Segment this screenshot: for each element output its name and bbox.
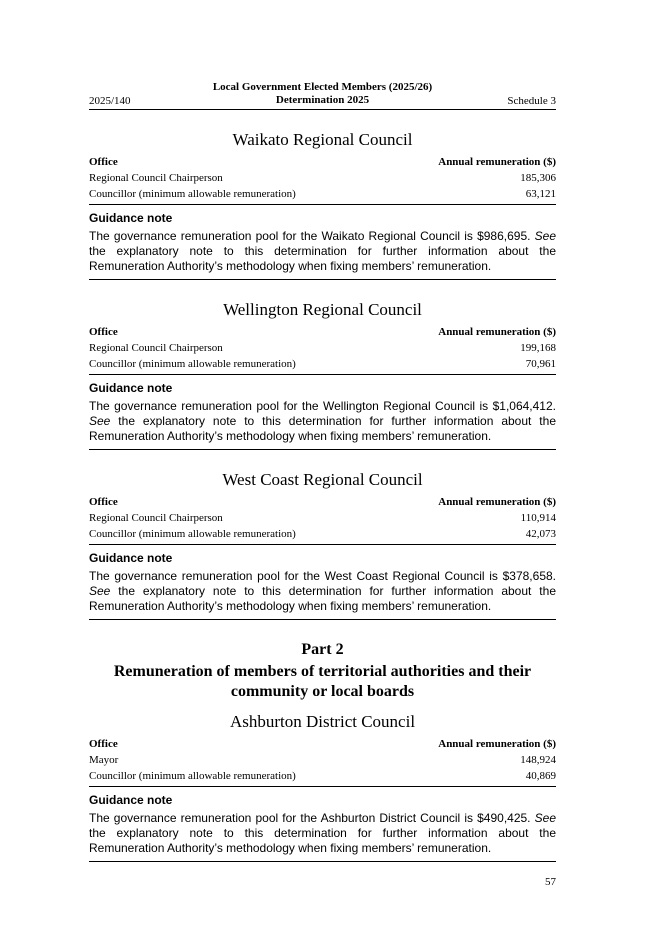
office-cell: Councillor (minimum allowable remuneration)	[89, 358, 296, 370]
remuneration-table	[89, 494, 556, 542]
header-title-line1: Local Government Elected Members (2025/26)	[212, 81, 433, 93]
guidance-heading: Guidance note	[89, 381, 173, 395]
amount-cell: 199,168	[520, 342, 556, 354]
guidance-text-post: the explanatory note to this determination for further information about the Remuneration Authority’s methodology when fixing members’ remuneration.	[89, 584, 556, 613]
office-cell: Councillor (minimum allowable remuneration)	[89, 188, 296, 200]
header-title-line2: Determination 2025	[275, 94, 370, 106]
guidance-see: See	[534, 811, 556, 825]
office-column-header: Office	[89, 496, 118, 508]
guidance-rule	[89, 279, 556, 280]
remuneration-column-header: Annual remuneration ($)	[438, 496, 556, 508]
guidance-heading: Guidance note	[89, 551, 173, 565]
table-rule	[89, 786, 556, 787]
amount-cell: 148,924	[520, 754, 556, 766]
council-title: Ashburton District Council	[229, 712, 416, 731]
amount-cell: 63,121	[525, 188, 556, 200]
table-rule	[89, 544, 556, 545]
guidance-text-post: the explanatory note to this determination for further information about the Remuneration Authority’s methodology when fixing members’ remuneration.	[89, 826, 556, 855]
office-cell: Councillor (minimum allowable remuneration)	[89, 528, 296, 540]
guidance-text	[89, 569, 556, 614]
council-title: West Coast Regional Council	[222, 470, 423, 489]
table-header-row	[89, 736, 556, 752]
table-row	[89, 510, 556, 526]
remuneration-column-header: Annual remuneration ($)	[438, 326, 556, 338]
amount-cell: 110,914	[520, 512, 556, 524]
part-title: Remuneration of members of territorial authorities and their community or local boards	[113, 663, 532, 700]
council-title: Wellington Regional Council	[223, 300, 422, 319]
council-section	[89, 468, 556, 620]
amount-cell: 40,869	[525, 770, 556, 782]
guidance-text-pre: The governance remuneration pool for the Wellington Regional Council is $1,064,412.	[89, 399, 556, 413]
guidance-text	[89, 399, 556, 444]
council-section	[89, 710, 556, 862]
guidance-see: See	[534, 229, 556, 243]
page-number: 57	[545, 876, 556, 888]
table-header-row	[89, 324, 556, 340]
table-header-row	[89, 154, 556, 170]
office-column-header: Office	[89, 326, 118, 338]
table-row	[89, 752, 556, 768]
amount-cell: 42,073	[525, 528, 556, 540]
office-column-header: Office	[89, 738, 118, 750]
guidance-text-pre: The governance remuneration pool for the West Coast Regional Council is $378,658.	[89, 569, 556, 583]
guidance-rule	[89, 861, 556, 862]
table-row	[89, 170, 556, 186]
table-row	[89, 526, 556, 542]
table-header-row	[89, 494, 556, 510]
guidance-see: See	[89, 584, 111, 598]
table-rule	[89, 204, 556, 205]
guidance-rule	[89, 449, 556, 450]
guidance-rule	[89, 619, 556, 620]
office-column-header: Office	[89, 156, 118, 168]
office-cell: Councillor (minimum allowable remuneration)	[89, 770, 296, 782]
header-schedule: Schedule 3	[507, 95, 556, 107]
office-cell: Regional Council Chairperson	[89, 512, 223, 524]
amount-cell: 70,961	[525, 358, 556, 370]
guidance-see: See	[89, 414, 111, 428]
table-row	[89, 356, 556, 372]
council-section	[89, 128, 556, 280]
amount-cell: 185,306	[520, 172, 556, 184]
council-title: Waikato Regional Council	[232, 130, 413, 149]
page-content	[89, 110, 556, 862]
council-section	[89, 298, 556, 450]
remuneration-table	[89, 736, 556, 784]
guidance-text-post: the explanatory note to this determination for further information about the Remuneration Authority’s methodology when fixing members’ remuneration.	[89, 414, 556, 443]
guidance-text	[89, 229, 556, 274]
office-cell: Regional Council Chairperson	[89, 342, 223, 354]
table-row	[89, 186, 556, 202]
part-number: Part 2	[301, 641, 344, 658]
office-cell: Mayor	[89, 754, 119, 766]
remuneration-table	[89, 324, 556, 372]
remuneration-column-header: Annual remuneration ($)	[438, 738, 556, 750]
table-row	[89, 340, 556, 356]
guidance-text	[89, 811, 556, 856]
guidance-text-post: the explanatory note to this determination for further information about the Remuneration Authority’s methodology when fixing members’ remuneration.	[89, 244, 556, 273]
guidance-heading: Guidance note	[89, 793, 173, 807]
table-rule	[89, 374, 556, 375]
guidance-heading: Guidance note	[89, 211, 173, 225]
header-act-number: 2025/140	[89, 95, 131, 107]
remuneration-column-header: Annual remuneration ($)	[438, 156, 556, 168]
guidance-text-pre: The governance remuneration pool for the Waikato Regional Council is $986,695.	[89, 229, 535, 243]
table-row	[89, 768, 556, 784]
remuneration-table	[89, 154, 556, 202]
guidance-text-pre: The governance remuneration pool for the Ashburton District Council is $490,425.	[89, 811, 535, 825]
office-cell: Regional Council Chairperson	[89, 172, 223, 184]
